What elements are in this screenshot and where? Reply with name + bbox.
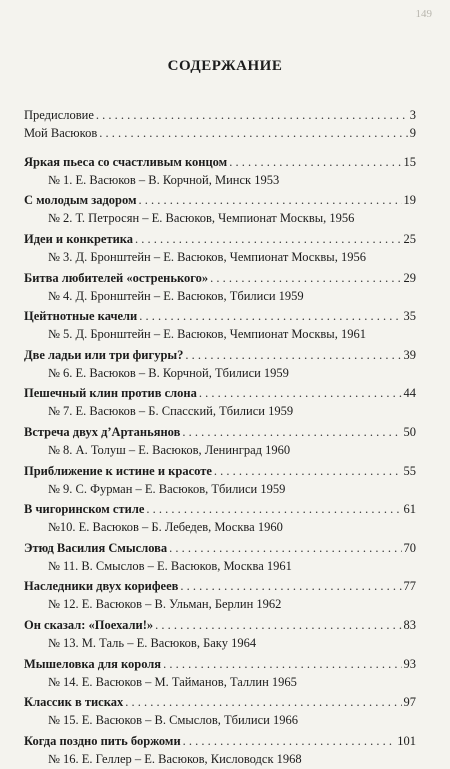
game-entry: № 11. В. Смыслов – Е. Васюков, Москва 1961 bbox=[48, 558, 292, 573]
game-entry: № 8. А. Толуш – Е. Васюков, Ленинград 1960 bbox=[48, 442, 291, 457]
chapter-title: Когда поздно пить боржоми bbox=[24, 733, 181, 748]
game-entry: № 15. Е. Васюков – В. Смыслов, Тбилиси 1966 bbox=[48, 713, 298, 728]
game-entry: №10. Е. Васюков – Б. Лебедев, Москва 1960 bbox=[48, 520, 283, 535]
chapter-title: Мышеловка для короля bbox=[24, 656, 162, 671]
chapter-title: Идеи и конкретика bbox=[24, 231, 134, 246]
page-number: 149 bbox=[415, 8, 432, 20]
toc-chapter-entry[interactable] bbox=[24, 692, 416, 711]
game-entry: № 6. Е. Васюков – В. Корчной, Тбилиси 1959 bbox=[48, 365, 289, 380]
chapter-title: Пешечный клин против слона bbox=[24, 386, 197, 401]
toc-page-number: 15 bbox=[403, 154, 416, 169]
toc-chapter-entry[interactable] bbox=[24, 730, 416, 749]
game-entry: № 5. Д. Бронштейн – Е. Васюков, Чемпионат Москвы, 1961 bbox=[48, 327, 366, 342]
chapter-title: Встреча двух д’Артаньянов bbox=[24, 424, 181, 439]
toc-page-number: 77 bbox=[403, 579, 416, 594]
dot-leader bbox=[169, 541, 401, 556]
toc-chapter-entry[interactable] bbox=[24, 151, 416, 170]
dot-leader bbox=[135, 232, 401, 247]
game-entry: № 2. Т. Петросян – Е. Васюков, Чемпионат Москвы, 1956 bbox=[48, 211, 355, 226]
toc-entry-label: Предисловие bbox=[24, 107, 94, 122]
toc-page-number: 97 bbox=[403, 695, 416, 710]
chapter-title: Наследники двух корифеев bbox=[24, 579, 179, 594]
toc-page-number: 9 bbox=[409, 126, 416, 141]
toc-chapter-entry[interactable] bbox=[24, 228, 416, 247]
page-title: СОДЕРЖАНИЕ bbox=[167, 58, 283, 74]
toc-chapter-entry[interactable] bbox=[24, 421, 416, 440]
chapter-title: Он сказал: «Поехали!» bbox=[24, 617, 154, 632]
toc-chapter-entry[interactable] bbox=[24, 383, 416, 402]
toc-page-number: 101 bbox=[397, 733, 416, 748]
chapter-title: С молодым задором bbox=[24, 193, 137, 208]
game-entry: № 1. Е. Васюков – В. Корчной, Минск 1953 bbox=[48, 172, 280, 187]
game-entry: № 14. Е. Васюков – М. Тайманов, Таллин 1965 bbox=[48, 674, 297, 689]
toc-page-number: 3 bbox=[409, 107, 416, 122]
toc-chapter-entry[interactable] bbox=[24, 267, 416, 286]
game-entry: № 9. С. Фурман – Е. Васюков, Тбилиси 1959 bbox=[48, 481, 286, 496]
toc-chapter-entry[interactable] bbox=[24, 576, 416, 595]
toc-entry-label: Мой Васюков bbox=[24, 126, 98, 141]
toc-page-number: 93 bbox=[403, 656, 416, 671]
dot-leader bbox=[180, 579, 401, 594]
dot-leader bbox=[199, 386, 402, 401]
chapter-title: Классик в тисках bbox=[24, 695, 124, 710]
dot-leader bbox=[183, 734, 396, 749]
dot-leader bbox=[155, 618, 401, 633]
toc-chapter-entry[interactable] bbox=[24, 499, 416, 518]
chapter-title: Битва любителей «остренького» bbox=[24, 270, 209, 285]
chapter-list bbox=[24, 151, 416, 769]
dot-leader bbox=[210, 271, 401, 286]
toc-page-number: 44 bbox=[403, 386, 416, 401]
toc-page-number: 70 bbox=[403, 540, 416, 555]
toc-chapter-entry[interactable] bbox=[24, 306, 416, 325]
toc-page-number: 19 bbox=[403, 193, 416, 208]
dot-leader bbox=[96, 108, 408, 123]
dot-leader bbox=[99, 126, 408, 141]
dot-leader bbox=[214, 464, 402, 479]
dot-leader bbox=[139, 309, 401, 324]
toc-page-number: 83 bbox=[403, 617, 416, 632]
toc-page-number: 55 bbox=[403, 463, 416, 478]
toc-chapter-entry[interactable] bbox=[24, 190, 416, 209]
toc-page-number: 35 bbox=[403, 309, 416, 324]
dot-leader bbox=[139, 193, 402, 208]
chapter-title: Приближение к истине и красоте bbox=[24, 463, 212, 478]
toc-page-number: 25 bbox=[403, 231, 416, 246]
toc-chapter-entry[interactable] bbox=[24, 344, 416, 363]
game-entry: № 16. Е. Геллер – Е. Васюков, Кисловодск 1968 bbox=[48, 751, 302, 766]
dot-leader bbox=[182, 425, 401, 440]
toc-entry-my-vasyukov[interactable] bbox=[24, 123, 416, 142]
section-gap bbox=[24, 141, 416, 151]
chapter-title: В чигоринском стиле bbox=[24, 502, 145, 517]
dot-leader bbox=[146, 502, 401, 517]
dot-leader bbox=[185, 348, 401, 363]
toc-page-number: 50 bbox=[403, 424, 416, 439]
toc-chapter-entry[interactable] bbox=[24, 460, 416, 479]
chapter-title: Яркая пьеса со счастливым концом bbox=[24, 154, 228, 169]
dot-leader bbox=[125, 695, 401, 710]
game-entry: № 13. М. Таль – Е. Васюков, Баку 1964 bbox=[48, 635, 257, 650]
game-entry: № 12. Е. Васюков – В. Ульман, Берлин 1962 bbox=[48, 597, 282, 612]
game-entry: № 3. Д. Бронштейн – Е. Васюков, Чемпионат Москвы, 1956 bbox=[48, 249, 366, 264]
dot-leader bbox=[163, 657, 401, 672]
toc-chapter-entry[interactable] bbox=[24, 614, 416, 633]
game-entry: № 7. Е. Васюков – Б. Спасский, Тбилиси 1959 bbox=[48, 404, 294, 419]
chapter-title: Цейтнотные качели bbox=[24, 309, 138, 324]
toc-chapter-entry[interactable] bbox=[24, 653, 416, 672]
toc-page-number: 61 bbox=[403, 502, 416, 517]
chapter-title: Две ладьи или три фигуры? bbox=[24, 347, 184, 362]
toc-entry-preface[interactable] bbox=[24, 104, 416, 123]
chapter-title: Этюд Василия Смыслова bbox=[24, 540, 168, 555]
table-of-contents bbox=[24, 104, 416, 769]
toc-page-number: 29 bbox=[403, 270, 416, 285]
game-entry: № 4. Д. Бронштейн – Е. Васюков, Тбилиси 1959 bbox=[48, 288, 304, 303]
dot-leader bbox=[229, 155, 401, 170]
toc-chapter-entry[interactable] bbox=[24, 537, 416, 556]
toc-page-number: 39 bbox=[403, 347, 416, 362]
